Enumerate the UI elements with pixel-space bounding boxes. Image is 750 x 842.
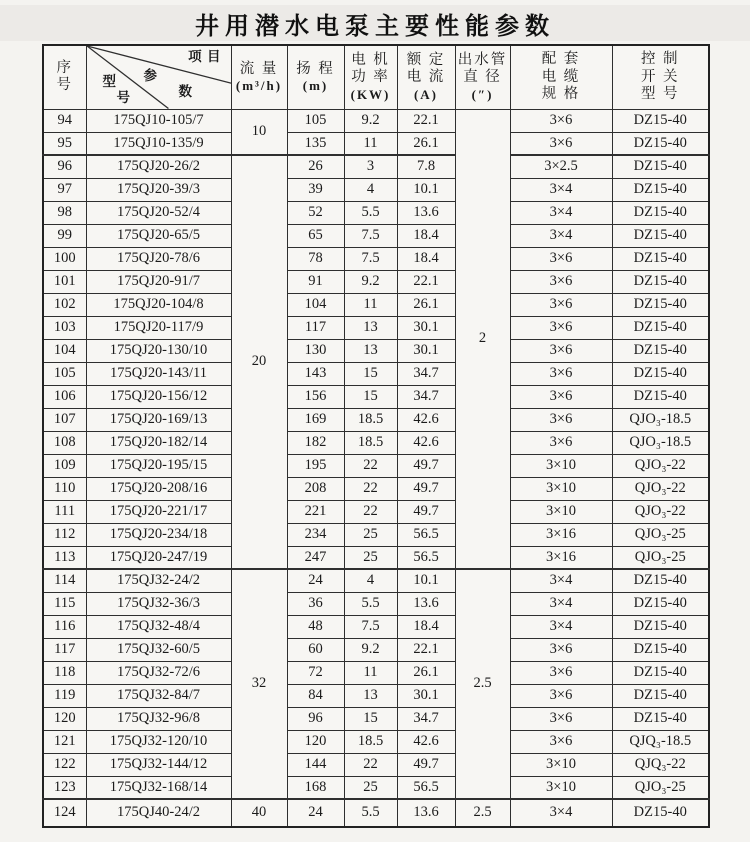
table-row — [43, 477, 709, 500]
cell-current: 34.7 — [397, 707, 455, 730]
cell-seq: 122 — [43, 753, 86, 776]
cell-model: 175QJ20-91/7 — [86, 270, 231, 293]
cell-cable: 3×4 — [510, 615, 612, 638]
cell-model: 175QJ20-130/10 — [86, 339, 231, 362]
cell-model: 175QJ20-104/8 — [86, 293, 231, 316]
cell-seq: 123 — [43, 776, 86, 799]
cell-head: 84 — [287, 684, 344, 707]
cell-head: 135 — [287, 132, 344, 155]
cell-switch: DZ15-40 — [612, 178, 709, 201]
cell-switch: DZ15-40 — [612, 661, 709, 684]
parameters-table — [42, 44, 710, 828]
cell-model: 175QJ32-72/6 — [86, 661, 231, 684]
header-cable-line3: 规 格 — [541, 85, 581, 102]
cell-cable: 3×6 — [510, 707, 612, 730]
cell-model: 175QJ32-144/12 — [86, 753, 231, 776]
cell-head: 234 — [287, 523, 344, 546]
cell-head: 143 — [287, 362, 344, 385]
cell-model: 175QJ32-84/7 — [86, 684, 231, 707]
header-switch — [612, 45, 709, 109]
cell-cable: 3×6 — [510, 362, 612, 385]
cell-current: 42.6 — [397, 730, 455, 753]
cell-model: 175QJ20-247/19 — [86, 546, 231, 569]
cell-power: 22 — [344, 477, 397, 500]
cell-seq: 106 — [43, 385, 86, 408]
cell-model: 175QJ20-208/16 — [86, 477, 231, 500]
cell-switch: DZ15-40 — [612, 316, 709, 339]
cell-seq: 94 — [43, 109, 86, 132]
cell-switch: QJO₃-25 — [612, 776, 709, 799]
cell-current: 42.6 — [397, 431, 455, 454]
cell-seq: 118 — [43, 661, 86, 684]
header-cable — [510, 45, 612, 109]
cell-current: 42.6 — [397, 408, 455, 431]
cell-power: 11 — [344, 661, 397, 684]
cell-flow: 20 — [231, 155, 287, 569]
cell-power: 9.2 — [344, 270, 397, 293]
header-power — [344, 45, 397, 109]
cell-head: 247 — [287, 546, 344, 569]
cell-head: 26 — [287, 155, 344, 178]
cell-cable: 3×6 — [510, 661, 612, 684]
cell-head: 65 — [287, 224, 344, 247]
cell-cable: 3×2.5 — [510, 155, 612, 178]
cell-current: 22.1 — [397, 638, 455, 661]
header-cable-line1: 配 套 — [541, 51, 581, 68]
table-wrapper — [42, 44, 710, 828]
cell-cable: 3×4 — [510, 592, 612, 615]
cell-switch: QJO₃-22 — [612, 454, 709, 477]
corner-label-model1: 型 — [102, 74, 117, 89]
header-flow-label: 流 量 — [239, 60, 279, 77]
cell-power: 25 — [344, 546, 397, 569]
cell-current: 10.1 — [397, 569, 455, 592]
cell-model: 175QJ40-24/2 — [86, 799, 231, 827]
cell-head: 91 — [287, 270, 344, 293]
table-row — [43, 270, 709, 293]
table-header — [43, 45, 709, 109]
cell-switch: QJQ₃-22 — [612, 753, 709, 776]
cell-switch: QJQ₃-18.5 — [612, 730, 709, 753]
table-row — [43, 707, 709, 730]
header-current — [397, 45, 455, 109]
cell-model: 175QJ32-48/4 — [86, 615, 231, 638]
cell-seq: 110 — [43, 477, 86, 500]
cell-seq: 105 — [43, 362, 86, 385]
cell-switch: DZ15-40 — [612, 684, 709, 707]
cell-head: 52 — [287, 201, 344, 224]
cell-head: 96 — [287, 707, 344, 730]
cell-power: 7.5 — [344, 247, 397, 270]
cell-switch: QJO₃-18.5 — [612, 431, 709, 454]
cell-cable: 3×6 — [510, 316, 612, 339]
cell-model: 175QJ20-221/17 — [86, 500, 231, 523]
cell-current: 30.1 — [397, 684, 455, 707]
cell-head: 117 — [287, 316, 344, 339]
cell-seq: 116 — [43, 615, 86, 638]
cell-model: 175QJ20-182/14 — [86, 431, 231, 454]
cell-head: 36 — [287, 592, 344, 615]
cell-power: 5.5 — [344, 592, 397, 615]
cell-seq: 109 — [43, 454, 86, 477]
cell-model: 175QJ20-117/9 — [86, 316, 231, 339]
cell-head: 48 — [287, 615, 344, 638]
table-row — [43, 431, 709, 454]
cell-head: 195 — [287, 454, 344, 477]
header-power-line2: 功 率 — [351, 69, 390, 86]
cell-power: 15 — [344, 362, 397, 385]
corner-label-param2: 数 — [178, 84, 193, 99]
header-outlet-line1: 出水管 — [457, 52, 508, 69]
cell-power: 9.2 — [344, 638, 397, 661]
cell-power: 13 — [344, 339, 397, 362]
cell-switch: DZ15-40 — [612, 201, 709, 224]
cell-cable: 3×10 — [510, 477, 612, 500]
cell-current: 13.6 — [397, 201, 455, 224]
cell-power: 25 — [344, 523, 397, 546]
cell-power: 22 — [344, 753, 397, 776]
cell-current: 18.4 — [397, 615, 455, 638]
cell-seq: 103 — [43, 316, 86, 339]
page-title: 井用潜水电泵主要性能参数 — [195, 13, 555, 40]
cell-seq: 114 — [43, 569, 86, 592]
cell-model: 175QJ32-168/14 — [86, 776, 231, 799]
cell-model: 175QJ20-195/15 — [86, 454, 231, 477]
cell-model: 175QJ20-39/3 — [86, 178, 231, 201]
cell-cable: 3×4 — [510, 201, 612, 224]
cell-power: 11 — [344, 132, 397, 155]
cell-current: 56.5 — [397, 776, 455, 799]
table-row — [43, 293, 709, 316]
cell-switch: DZ15-40 — [612, 362, 709, 385]
cell-seq: 96 — [43, 155, 86, 178]
table-row — [43, 201, 709, 224]
cell-current: 30.1 — [397, 339, 455, 362]
cell-cable: 3×6 — [510, 109, 612, 132]
cell-current: 18.4 — [397, 224, 455, 247]
table-row — [43, 776, 709, 799]
cell-model: 175QJ32-120/10 — [86, 730, 231, 753]
table-row — [43, 592, 709, 615]
cell-switch: DZ15-40 — [612, 247, 709, 270]
cell-model: 175QJ20-156/12 — [86, 385, 231, 408]
header-seq — [43, 45, 86, 109]
cell-cable: 3×16 — [510, 523, 612, 546]
cell-current: 13.6 — [397, 799, 455, 827]
table-row — [43, 132, 709, 155]
cell-head: 105 — [287, 109, 344, 132]
cell-current: 26.1 — [397, 661, 455, 684]
cell-head: 60 — [287, 638, 344, 661]
cell-model: 175QJ32-36/3 — [86, 592, 231, 615]
table-row — [43, 408, 709, 431]
table-row — [43, 316, 709, 339]
table-row — [43, 546, 709, 569]
cell-flow: 40 — [231, 799, 287, 827]
header-outlet-unit: (″) — [471, 86, 494, 102]
title-band — [0, 5, 750, 41]
cell-current: 26.1 — [397, 293, 455, 316]
header-switch-line2: 开 关 — [640, 68, 680, 85]
cell-cable: 3×6 — [510, 684, 612, 707]
cell-power: 15 — [344, 385, 397, 408]
cell-model: 175QJ20-234/18 — [86, 523, 231, 546]
table-row — [43, 155, 709, 178]
header-head-label: 扬 程 — [296, 60, 335, 77]
cell-seq: 95 — [43, 132, 86, 155]
cell-power: 4 — [344, 569, 397, 592]
cell-cable: 3×6 — [510, 270, 612, 293]
cell-cable: 3×6 — [510, 730, 612, 753]
cell-cable: 3×6 — [510, 247, 612, 270]
cell-switch: DZ15-40 — [612, 109, 709, 132]
header-seq-line2: 号 — [56, 77, 73, 94]
cell-seq: 119 — [43, 684, 86, 707]
cell-power: 7.5 — [344, 224, 397, 247]
cell-seq: 117 — [43, 638, 86, 661]
cell-cable: 3×10 — [510, 776, 612, 799]
table-row — [43, 638, 709, 661]
cell-model: 175QJ10-105/7 — [86, 109, 231, 132]
cell-flow: 32 — [231, 569, 287, 799]
cell-power: 18.5 — [344, 730, 397, 753]
cell-cable: 3×10 — [510, 500, 612, 523]
cell-switch: DZ15-40 — [612, 270, 709, 293]
cell-switch: DZ15-40 — [612, 799, 709, 827]
cell-seq: 115 — [43, 592, 86, 615]
table-row — [43, 339, 709, 362]
header-current-line2: 电 流 — [406, 69, 446, 86]
cell-current: 34.7 — [397, 362, 455, 385]
cell-cable: 3×10 — [510, 753, 612, 776]
header-switch-line3: 型 号 — [640, 85, 680, 102]
cell-seq: 107 — [43, 408, 86, 431]
cell-head: 169 — [287, 408, 344, 431]
corner-label-param1: 参 — [143, 68, 158, 83]
header-switch-line1: 控 制 — [640, 51, 680, 68]
header-flow-unit: (m³/h) — [235, 78, 283, 94]
cell-current: 7.8 — [397, 155, 455, 178]
cell-seq: 112 — [43, 523, 86, 546]
table-body — [43, 109, 709, 827]
table-row — [43, 362, 709, 385]
cell-power: 7.5 — [344, 615, 397, 638]
table-row — [43, 730, 709, 753]
cell-head: 72 — [287, 661, 344, 684]
header-head-unit: (m) — [302, 78, 329, 94]
cell-switch: DZ15-40 — [612, 155, 709, 178]
header-power-unit: (KW) — [350, 86, 391, 102]
table-row — [43, 523, 709, 546]
header-cable-line2: 电 缆 — [541, 68, 581, 85]
cell-power: 5.5 — [344, 799, 397, 827]
table-row — [43, 753, 709, 776]
cell-cable: 3×6 — [510, 431, 612, 454]
cell-seq: 97 — [43, 178, 86, 201]
cell-outlet: 2 — [455, 109, 510, 569]
table-row — [43, 454, 709, 477]
cell-switch: DZ15-40 — [612, 385, 709, 408]
cell-current: 13.6 — [397, 592, 455, 615]
cell-head: 130 — [287, 339, 344, 362]
cell-model: 175QJ20-169/13 — [86, 408, 231, 431]
cell-head: 104 — [287, 293, 344, 316]
table-row — [43, 684, 709, 707]
cell-current: 10.1 — [397, 178, 455, 201]
table-row — [43, 799, 709, 827]
cell-switch: QJO₃-22 — [612, 477, 709, 500]
cell-head: 39 — [287, 178, 344, 201]
cell-switch: DZ15-40 — [612, 569, 709, 592]
cell-switch: DZ15-40 — [612, 224, 709, 247]
cell-cable: 3×6 — [510, 638, 612, 661]
cell-current: 22.1 — [397, 109, 455, 132]
cell-cable: 3×10 — [510, 454, 612, 477]
header-model-corner — [86, 45, 231, 109]
cell-head: 221 — [287, 500, 344, 523]
cell-current: 49.7 — [397, 477, 455, 500]
cell-head: 156 — [287, 385, 344, 408]
cell-switch: DZ15-40 — [612, 615, 709, 638]
cell-current: 26.1 — [397, 132, 455, 155]
cell-power: 15 — [344, 707, 397, 730]
table-row — [43, 661, 709, 684]
cell-current: 49.7 — [397, 753, 455, 776]
header-power-line1: 电 机 — [351, 52, 390, 69]
cell-cable: 3×6 — [510, 293, 612, 316]
cell-model: 175QJ20-78/6 — [86, 247, 231, 270]
cell-current: 49.7 — [397, 454, 455, 477]
cell-power: 4 — [344, 178, 397, 201]
cell-power: 9.2 — [344, 109, 397, 132]
cell-model: 175QJ20-143/11 — [86, 362, 231, 385]
cell-seq: 108 — [43, 431, 86, 454]
cell-switch: QJO₃-18.5 — [612, 408, 709, 431]
cell-current: 18.4 — [397, 247, 455, 270]
cell-head: 24 — [287, 569, 344, 592]
cell-cable: 3×6 — [510, 385, 612, 408]
cell-switch: DZ15-40 — [612, 592, 709, 615]
cell-head: 78 — [287, 247, 344, 270]
cell-current: 34.7 — [397, 385, 455, 408]
cell-model: 175QJ32-60/5 — [86, 638, 231, 661]
table-row — [43, 224, 709, 247]
cell-power: 13 — [344, 684, 397, 707]
cell-power: 3 — [344, 155, 397, 178]
header-outlet-line2: 直 径 — [463, 69, 502, 86]
cell-power: 11 — [344, 293, 397, 316]
cell-model: 175QJ32-96/8 — [86, 707, 231, 730]
cell-switch: DZ15-40 — [612, 707, 709, 730]
cell-seq: 113 — [43, 546, 86, 569]
cell-cable: 3×6 — [510, 408, 612, 431]
cell-outlet: 2.5 — [455, 799, 510, 827]
corner-label-item: 项 目 — [188, 49, 222, 64]
cell-head: 182 — [287, 431, 344, 454]
cell-cable: 3×6 — [510, 339, 612, 362]
cell-head: 208 — [287, 477, 344, 500]
cell-power: 22 — [344, 500, 397, 523]
header-head — [287, 45, 344, 109]
cell-switch: DZ15-40 — [612, 293, 709, 316]
cell-seq: 121 — [43, 730, 86, 753]
cell-model: 175QJ10-135/9 — [86, 132, 231, 155]
cell-current: 56.5 — [397, 546, 455, 569]
cell-seq: 104 — [43, 339, 86, 362]
cell-seq: 120 — [43, 707, 86, 730]
cell-cable: 3×16 — [510, 546, 612, 569]
cell-power: 25 — [344, 776, 397, 799]
cell-head: 168 — [287, 776, 344, 799]
cell-switch: QJO₃-22 — [612, 500, 709, 523]
cell-seq: 111 — [43, 500, 86, 523]
cell-model: 175QJ20-65/5 — [86, 224, 231, 247]
cell-cable: 3×4 — [510, 224, 612, 247]
cell-power: 5.5 — [344, 201, 397, 224]
corner-label-model2: 号 — [116, 90, 131, 105]
cell-power: 18.5 — [344, 408, 397, 431]
header-flow — [231, 45, 287, 109]
table-row — [43, 569, 709, 592]
table-row — [43, 615, 709, 638]
cell-model: 175QJ20-26/2 — [86, 155, 231, 178]
cell-switch: DZ15-40 — [612, 339, 709, 362]
cell-power: 18.5 — [344, 431, 397, 454]
cell-current: 56.5 — [397, 523, 455, 546]
cell-head: 24 — [287, 799, 344, 827]
cell-model: 175QJ20-52/4 — [86, 201, 231, 224]
cell-cable: 3×4 — [510, 799, 612, 827]
cell-switch: DZ15-40 — [612, 132, 709, 155]
cell-current: 49.7 — [397, 500, 455, 523]
header-current-line1: 额 定 — [406, 52, 446, 69]
header-current-unit: (A) — [413, 86, 439, 102]
cell-switch: DZ15-40 — [612, 638, 709, 661]
table-row — [43, 109, 709, 132]
header-seq-line1: 序 — [56, 59, 73, 76]
header-outlet — [455, 45, 510, 109]
cell-switch: QJO₃-25 — [612, 523, 709, 546]
cell-seq: 98 — [43, 201, 86, 224]
cell-current: 22.1 — [397, 270, 455, 293]
cell-flow: 10 — [231, 109, 287, 155]
cell-power: 22 — [344, 454, 397, 477]
cell-current: 30.1 — [397, 316, 455, 339]
cell-model: 175QJ32-24/2 — [86, 569, 231, 592]
cell-head: 120 — [287, 730, 344, 753]
table-row — [43, 247, 709, 270]
cell-cable: 3×6 — [510, 132, 612, 155]
cell-seq: 100 — [43, 247, 86, 270]
table-row — [43, 500, 709, 523]
cell-seq: 124 — [43, 799, 86, 827]
cell-switch: QJO₃-25 — [612, 546, 709, 569]
table-row — [43, 178, 709, 201]
cell-cable: 3×4 — [510, 569, 612, 592]
cell-head: 144 — [287, 753, 344, 776]
cell-power: 13 — [344, 316, 397, 339]
table-row — [43, 385, 709, 408]
cell-cable: 3×4 — [510, 178, 612, 201]
cell-seq: 101 — [43, 270, 86, 293]
cell-seq: 102 — [43, 293, 86, 316]
cell-seq: 99 — [43, 224, 86, 247]
cell-outlet: 2.5 — [455, 569, 510, 799]
